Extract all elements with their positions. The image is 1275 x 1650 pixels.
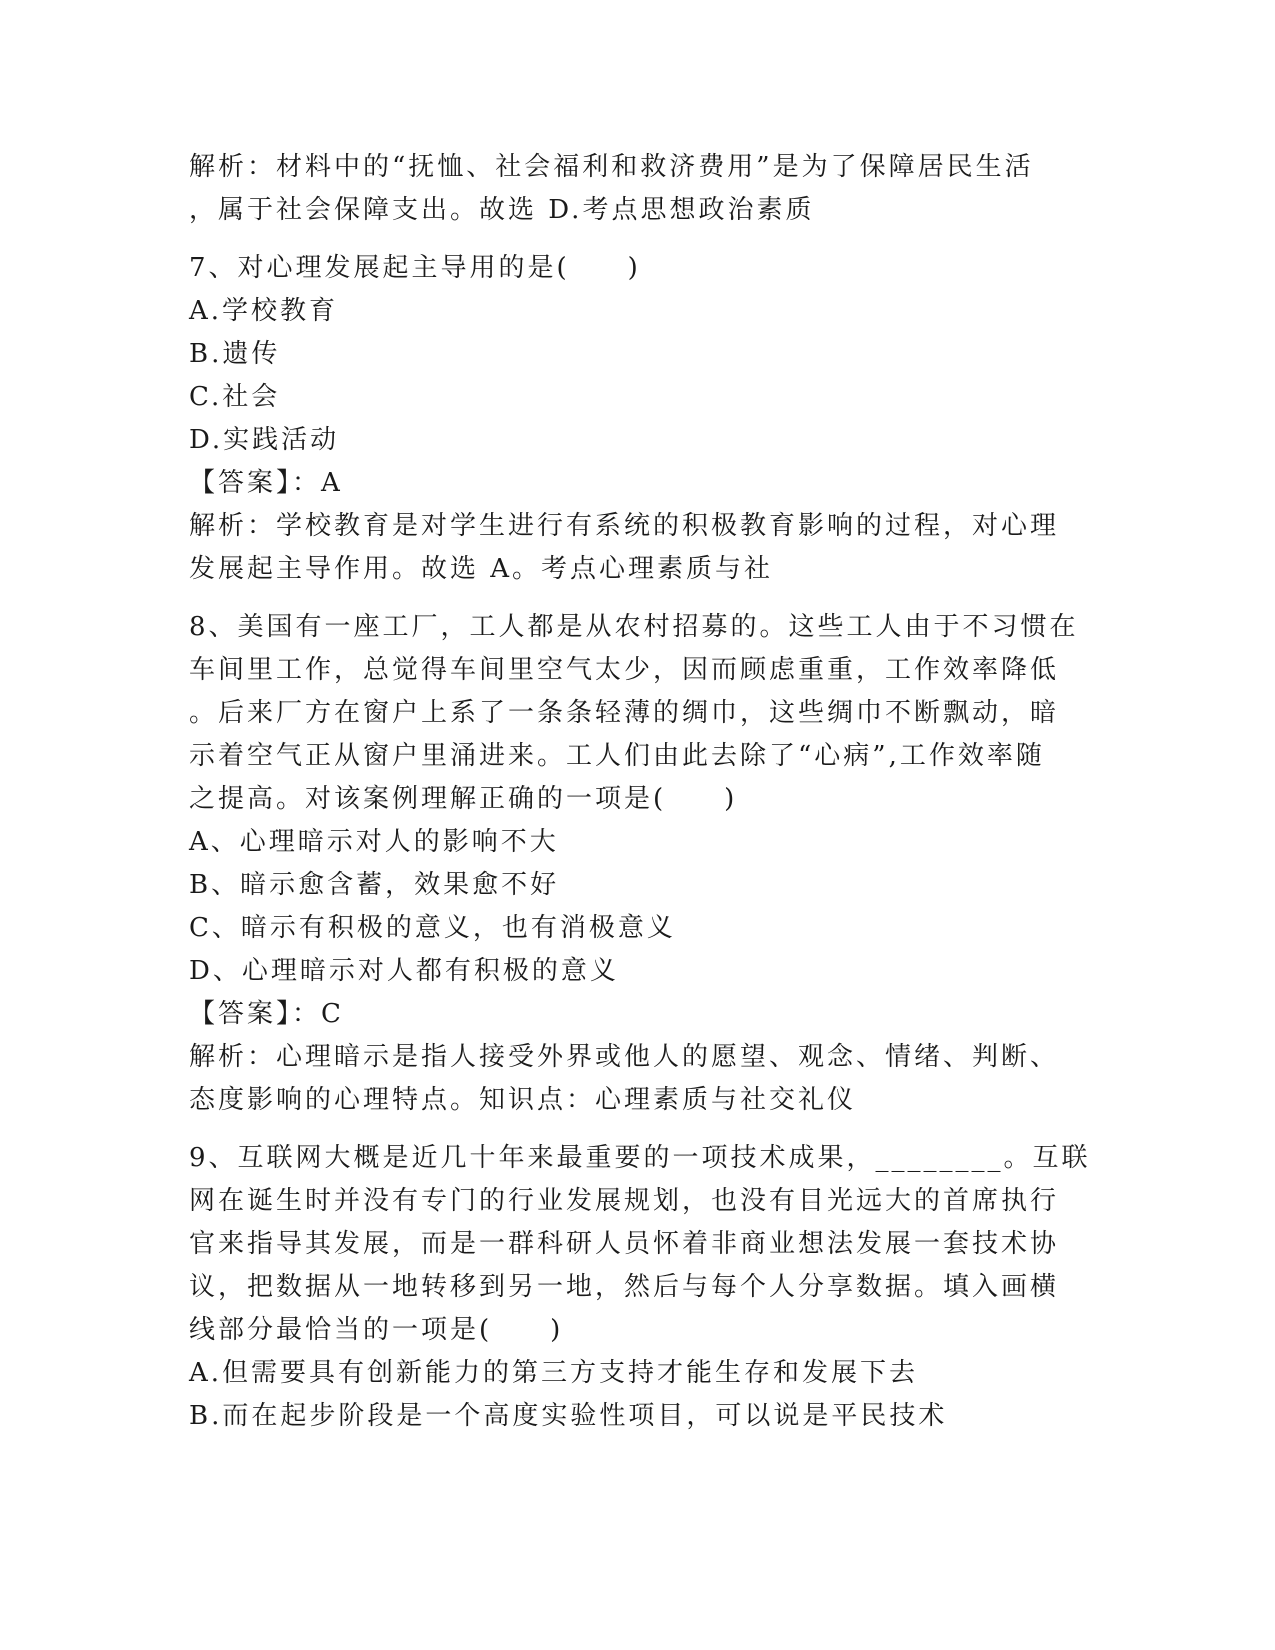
question-stem-line: 议，把数据从一地转移到另一地，然后与每个人分享数据。填入画横 — [189, 1272, 1060, 1302]
question-stem-line: 网在诞生时并没有专门的行业发展规划，也没有目光远大的首席执行 — [189, 1186, 1060, 1216]
document-content — [189, 146, 1089, 1438]
question-stem-line: 线部分最恰当的一项是( ) — [189, 1315, 564, 1345]
explanation-line: 解析：学校教育是对学生进行有系统的积极教育影响的过程，对心理 — [189, 511, 1060, 541]
explanation-line: ，属于社会保障支出。故选 D.考点思想政治素质 — [189, 195, 815, 225]
explanation-line: 态度影响的心理特点。知识点：心理素质与社交礼仪 — [189, 1085, 857, 1115]
answer: 【答案】：C — [189, 999, 344, 1029]
option-a: A、心理暗示对人的影响不大 — [189, 827, 559, 857]
question-8 — [189, 606, 1089, 1122]
option-d: D、心理暗示对人都有积极的意义 — [189, 956, 619, 986]
question-7 — [189, 247, 1089, 591]
option-b: B、暗示愈含蓄，效果愈不好 — [189, 870, 560, 900]
option-a: A.但需要具有创新能力的第三方支持才能生存和发展下去 — [189, 1358, 919, 1388]
option-a: A.学校教育 — [189, 296, 339, 326]
option-d: D.实践活动 — [189, 425, 340, 455]
question-stem-line: 示着空气正从窗户里涌进来。工人们由此去除了“心病”,工作效率随 — [189, 741, 1045, 771]
question-stem-line: 车间里工作，总觉得车间里空气太少，因而顾虑重重，工作效率降低 — [189, 655, 1060, 685]
question-stem-line: 9、互联网大概是近几十年来最重要的一项技术成果，________。互联 — [189, 1143, 1091, 1173]
answer: 【答案】：A — [189, 468, 343, 498]
prev-explanation — [189, 146, 1089, 232]
option-c: C.社会 — [189, 382, 281, 412]
question-stem-line: 8、美国有一座工厂，工人都是从农村招募的。这些工人由于不习惯在 — [189, 612, 1079, 642]
explanation-line: 解析：材料中的“抚恤、社会福利和救济费用”是为了保障居民生活 — [189, 152, 1034, 182]
explanation-line: 解析：心理暗示是指人接受外界或他人的愿望、观念、情绪、判断、 — [189, 1042, 1060, 1072]
option-b: B.遗传 — [189, 339, 281, 369]
option-b: B.而在起步阶段是一个高度实验性项目，可以说是平民技术 — [189, 1401, 948, 1431]
question-stem-line: 之提高。对该案例理解正确的一项是( ) — [189, 784, 738, 814]
question-9 — [189, 1137, 1089, 1438]
explanation-line: 发展起主导作用。故选 A。考点心理素质与社 — [189, 554, 774, 584]
question-stem: 7、对心理发展起主导用的是( ) — [189, 253, 641, 283]
question-stem-line: 。后来厂方在窗户上系了一条条轻薄的绸巾，这些绸巾不断飘动，暗 — [189, 698, 1060, 728]
question-stem-line: 官来指导其发展，而是一群科研人员怀着非商业想法发展一套技术协 — [189, 1229, 1060, 1259]
option-c: C、暗示有积极的意义，也有消极意义 — [189, 913, 676, 943]
